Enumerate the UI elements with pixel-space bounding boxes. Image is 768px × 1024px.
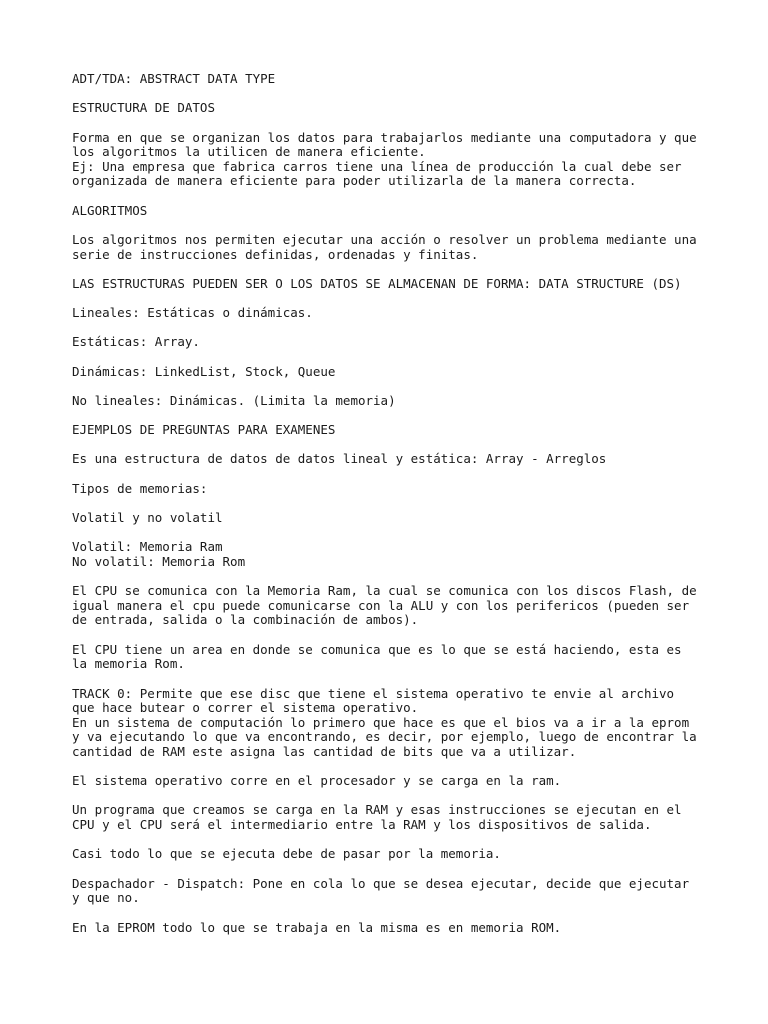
paragraph-memoria-ram-rom: Volatil: Memoria Ram No volatil: Memoria Rom (72, 539, 246, 569)
paragraph-programa-ram: Un programa que creamos se carga en la RAM y esas instrucciones se ejecutan en el CPU y el CPU será el intermediario entre la RAM y los dispositivos de salida. (72, 802, 682, 833)
paragraph-eprom: En la EPROM todo lo que se trabaja en la misma es en memoria ROM. (72, 919, 562, 935)
paragraph-track-0: TRACK 0: Permite que ese disc que tiene el sistema operativo te envie al archivo que hace butear o correr el sistema operativo. En un sistema de computación lo primero que hace es que el bios va a ir a la eprom y va ejecutando lo que va encontrando, es decir, por ejemplo, luego de encontrar la cantidad de RAM este asigna las cantidad de bits que va a utilizar. (72, 685, 697, 759)
doc-title: ADT/TDA: ABSTRACT DATA TYPE (72, 71, 276, 86)
paragraph-dinamicas: Dinámicas: LinkedList, Stock, Queue (72, 363, 336, 379)
paragraph-lineales: Lineales: Estáticas o dinámicas. (72, 305, 313, 321)
paragraph-estaticas: Estáticas: Array. (72, 334, 200, 350)
paragraph-tipos-memorias: Tipos de memorias: (72, 480, 208, 496)
paragraph-cpu-area: El CPU tiene un area en donde se comunica que es lo que se está haciendo, esta es la memoria Rom. (72, 641, 682, 672)
paragraph-despachador: Despachador - Dispatch: Pone en cola lo que se desea ejecutar, decide que ejecutar y que no. (72, 875, 690, 906)
section-heading-ejemplos: EJEMPLOS DE PREGUNTAS PARA EXAMENES (72, 422, 336, 438)
section-heading-data-structure: LAS ESTRUCTURAS PUEDEN SER O LOS DATOS SE ALMACENAN DE FORMA: DATA STRUCTURE (DS) (72, 275, 682, 291)
paragraph-algoritmos: Los algoritmos nos permiten ejecutar una acción o resolver un problema mediante una serie de instrucciones definidas, ordenadas y finitas. (72, 231, 697, 262)
paragraph-volatil-no-volatil: Volatil y no volatil (72, 510, 223, 526)
paragraph-sistema-operativo: El sistema operativo corre en el procesador y se carga en la ram. (72, 773, 562, 789)
paragraph-array-example: Es una estructura de datos de datos lineal y estática: Array - Arreglos (72, 451, 607, 467)
paragraph-cpu-comunica: El CPU se comunica con la Memoria Ram, la cual se comunica con los discos Flash, de igual manera el cpu puede comunicarse con la ALU y con los perifericos (pueden ser de entrada, salida o la combinación de ambos). (72, 583, 697, 628)
paragraph-definition: Forma en que se organizan los datos para trabajarlos mediante una computadora y que los algoritmos la utilicen de manera eficiente. Ej: Una empresa que fabrica carros tiene una línea de producción la cual debe ser organizada de manera eficiente para poder utilizarla de la manera correcta. (72, 129, 697, 189)
section-heading-estructura-de-datos: ESTRUCTURA DE DATOS (72, 100, 215, 116)
section-heading-algoritmos: ALGORITMOS (72, 202, 148, 218)
paragraph-casi-todo: Casi todo lo que se ejecuta debe de pasar por la memoria. (72, 846, 501, 862)
paragraph-no-lineales: No lineales: Dinámicas. (Limita la memoria) (72, 392, 396, 408)
